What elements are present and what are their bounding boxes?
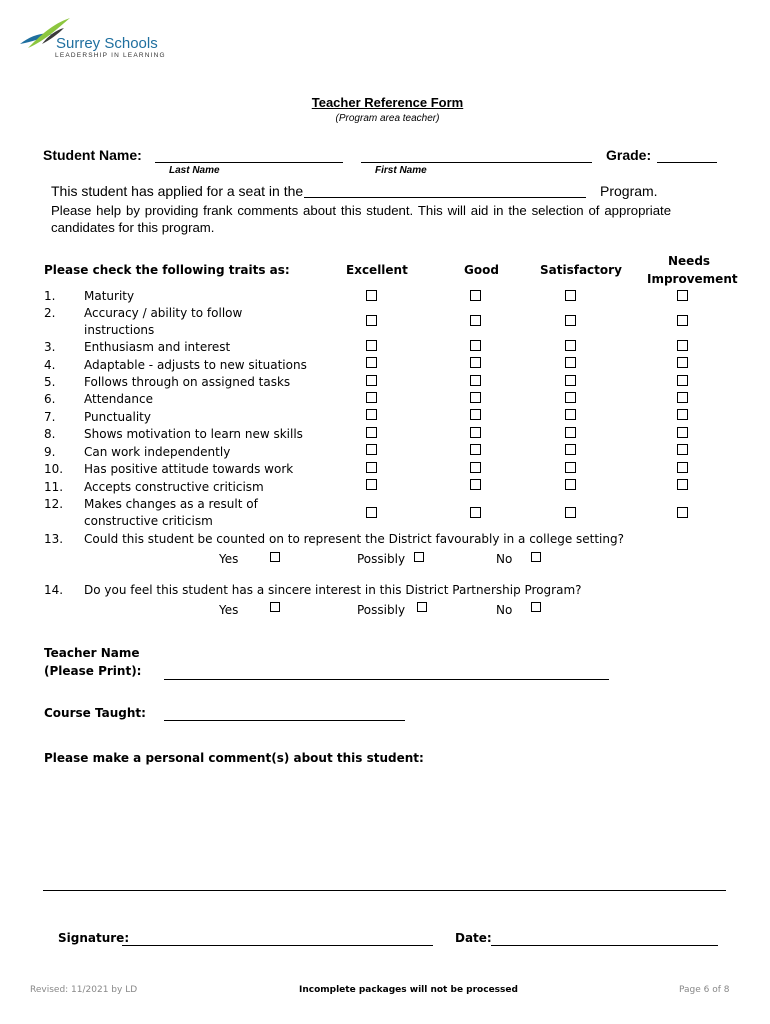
trait-5-satisfactory-checkbox[interactable] xyxy=(565,375,576,386)
trait-1-satisfactory-checkbox[interactable] xyxy=(565,290,576,301)
trait-text: Adaptable - adjusts to new situations xyxy=(84,358,307,372)
logo-name: Surrey Schools xyxy=(56,35,158,52)
answer-no-label: No xyxy=(496,552,513,566)
trait-text: Has positive attitude towards work xyxy=(84,462,294,476)
trait-6-good-checkbox[interactable] xyxy=(470,392,481,403)
trait-1-excellent-checkbox[interactable] xyxy=(366,290,377,301)
page-number: Page 6 of 8 xyxy=(679,985,730,995)
trait-2-good-checkbox[interactable] xyxy=(470,315,481,326)
trait-7-satisfactory-checkbox[interactable] xyxy=(565,409,576,420)
trait-4-satisfactory-checkbox[interactable] xyxy=(565,357,576,368)
answer-possibly-label: Possibly xyxy=(357,603,406,617)
trait-num: 2. xyxy=(44,306,56,320)
trait-num: 4. xyxy=(44,358,56,372)
trait-text-cont: instructions xyxy=(84,323,155,337)
col-excellent: Excellent xyxy=(346,263,408,277)
trait-9-needs-improvement-checkbox[interactable] xyxy=(677,444,688,455)
q14-yes-checkbox[interactable] xyxy=(270,602,280,612)
answer-no-label: No xyxy=(496,603,513,617)
trait-3-satisfactory-checkbox[interactable] xyxy=(565,340,576,351)
col-good: Good xyxy=(464,263,499,277)
revised-note: Revised: 11/2021 by LD xyxy=(30,985,138,995)
trait-num: 6. xyxy=(44,392,56,406)
trait-5-excellent-checkbox[interactable] xyxy=(366,375,377,386)
col-satisfactory: Satisfactory xyxy=(540,263,622,277)
trait-5-good-checkbox[interactable] xyxy=(470,375,481,386)
trait-11-excellent-checkbox[interactable] xyxy=(366,479,377,490)
answer-possibly-label: Possibly xyxy=(357,552,406,566)
signature-field[interactable] xyxy=(122,945,433,946)
applied-prefix: This student has applied for a seat in the xyxy=(51,183,304,199)
trait-num: 3. xyxy=(44,340,56,354)
student-name-label: Student Name: xyxy=(43,147,142,163)
trait-num: 10. xyxy=(44,462,64,476)
date-field[interactable] xyxy=(491,945,718,946)
trait-text: Accuracy / ability to follow xyxy=(84,306,243,320)
course-taught-label: Course Taught: xyxy=(44,706,146,720)
trait-num: 7. xyxy=(44,410,56,424)
trait-2-excellent-checkbox[interactable] xyxy=(366,315,377,326)
trait-11-satisfactory-checkbox[interactable] xyxy=(565,479,576,490)
trait-10-satisfactory-checkbox[interactable] xyxy=(565,462,576,473)
trait-num: 11. xyxy=(44,480,64,494)
trait-2-needs-improvement-checkbox[interactable] xyxy=(677,315,688,326)
trait-12-satisfactory-checkbox[interactable] xyxy=(565,507,576,518)
trait-2-satisfactory-checkbox[interactable] xyxy=(565,315,576,326)
trait-8-good-checkbox[interactable] xyxy=(470,427,481,438)
traits-heading: Please check the following traits as: xyxy=(44,263,290,277)
first-name-field[interactable] xyxy=(361,162,592,163)
program-field[interactable] xyxy=(304,197,586,198)
trait-5-needs-improvement-checkbox[interactable] xyxy=(677,375,688,386)
form-subtitle: (Program area teacher) xyxy=(335,113,440,124)
help-text-line1: Please help by providing frank comments about this student. This will aid in the selection of appropriate xyxy=(51,203,672,218)
trait-7-good-checkbox[interactable] xyxy=(470,409,481,420)
col-needs: Needs xyxy=(668,254,711,268)
trait-12-needs-improvement-checkbox[interactable] xyxy=(677,507,688,518)
trait-text: Enthusiasm and interest xyxy=(84,340,231,354)
trait-num: 8. xyxy=(44,427,56,441)
trait-num: 1. xyxy=(44,289,56,303)
q14-no-checkbox[interactable] xyxy=(531,602,541,612)
date-label: Date: xyxy=(455,931,492,945)
trait-num: 5. xyxy=(44,375,56,389)
trait-1-good-checkbox[interactable] xyxy=(470,290,481,301)
trait-7-excellent-checkbox[interactable] xyxy=(366,409,377,420)
trait-10-excellent-checkbox[interactable] xyxy=(366,462,377,473)
trait-8-satisfactory-checkbox[interactable] xyxy=(565,427,576,438)
grade-field[interactable] xyxy=(657,162,717,163)
question-num: 14. xyxy=(44,583,64,597)
answer-yes-label: Yes xyxy=(219,552,239,566)
trait-text: Maturity xyxy=(84,289,135,303)
teacher-name-label-2: (Please Print): xyxy=(44,664,142,678)
incomplete-warning: Incomplete packages will not be processed xyxy=(299,985,518,995)
q13-yes-checkbox[interactable] xyxy=(270,552,280,562)
trait-8-excellent-checkbox[interactable] xyxy=(366,427,377,438)
trait-11-good-checkbox[interactable] xyxy=(470,479,481,490)
trait-text: Follows through on assigned tasks xyxy=(84,375,291,389)
applied-suffix: Program. xyxy=(600,183,658,199)
trait-4-good-checkbox[interactable] xyxy=(470,357,481,368)
trait-6-excellent-checkbox[interactable] xyxy=(366,392,377,403)
trait-num: 9. xyxy=(44,445,56,459)
trait-3-needs-improvement-checkbox[interactable] xyxy=(677,340,688,351)
trait-num: 12. xyxy=(44,497,64,511)
q14-possibly-checkbox[interactable] xyxy=(417,602,427,612)
trait-6-satisfactory-checkbox[interactable] xyxy=(565,392,576,403)
comments-label: Please make a personal comment(s) about this student: xyxy=(44,751,424,765)
trait-9-satisfactory-checkbox[interactable] xyxy=(565,444,576,455)
question-text: Do you feel this student has a sincere interest in this District Partnership Program? xyxy=(84,583,582,597)
first-name-caption: First Name xyxy=(375,165,427,176)
trait-text-cont: constructive criticism xyxy=(84,514,213,528)
answer-yes-label: Yes xyxy=(219,603,239,617)
question-text: Could this student be counted on to represent the District favourably in a college setting? xyxy=(84,532,624,546)
q13-possibly-checkbox[interactable] xyxy=(414,552,424,562)
trait-4-excellent-checkbox[interactable] xyxy=(366,357,377,368)
trait-11-needs-improvement-checkbox[interactable] xyxy=(677,479,688,490)
signature-label: Signature: xyxy=(58,931,130,945)
logo-tagline: LEADERSHIP IN LEARNING xyxy=(55,52,166,59)
trait-3-excellent-checkbox[interactable] xyxy=(366,340,377,351)
trait-12-excellent-checkbox[interactable] xyxy=(366,507,377,518)
last-name-field[interactable] xyxy=(155,162,343,163)
trait-text: Accepts constructive criticism xyxy=(84,480,264,494)
trait-7-needs-improvement-checkbox[interactable] xyxy=(677,409,688,420)
trait-10-good-checkbox[interactable] xyxy=(470,462,481,473)
q13-no-checkbox[interactable] xyxy=(531,552,541,562)
trait-9-good-checkbox[interactable] xyxy=(470,444,481,455)
teacher-name-field[interactable] xyxy=(164,679,609,680)
comments-field[interactable] xyxy=(43,890,726,891)
trait-text: Makes changes as a result of xyxy=(84,497,258,511)
help-text-line2: candidates for this program. xyxy=(51,220,215,235)
last-name-caption: Last Name xyxy=(169,165,220,176)
trait-8-needs-improvement-checkbox[interactable] xyxy=(677,427,688,438)
question-num: 13. xyxy=(44,532,64,546)
trait-6-needs-improvement-checkbox[interactable] xyxy=(677,392,688,403)
trait-text: Attendance xyxy=(84,392,153,406)
trait-10-needs-improvement-checkbox[interactable] xyxy=(677,462,688,473)
trait-text: Punctuality xyxy=(84,410,151,424)
teacher-name-label: Teacher Name xyxy=(44,646,140,660)
grade-label: Grade: xyxy=(606,147,652,163)
trait-4-needs-improvement-checkbox[interactable] xyxy=(677,357,688,368)
course-taught-field[interactable] xyxy=(164,720,405,721)
trait-text: Can work independently xyxy=(84,445,231,459)
trait-9-excellent-checkbox[interactable] xyxy=(366,444,377,455)
col-improvement: Improvement xyxy=(647,272,738,286)
form-title: Teacher Reference Form xyxy=(311,95,464,110)
trait-1-needs-improvement-checkbox[interactable] xyxy=(677,290,688,301)
trait-text: Shows motivation to learn new skills xyxy=(84,427,303,441)
trait-3-good-checkbox[interactable] xyxy=(470,340,481,351)
trait-12-good-checkbox[interactable] xyxy=(470,507,481,518)
